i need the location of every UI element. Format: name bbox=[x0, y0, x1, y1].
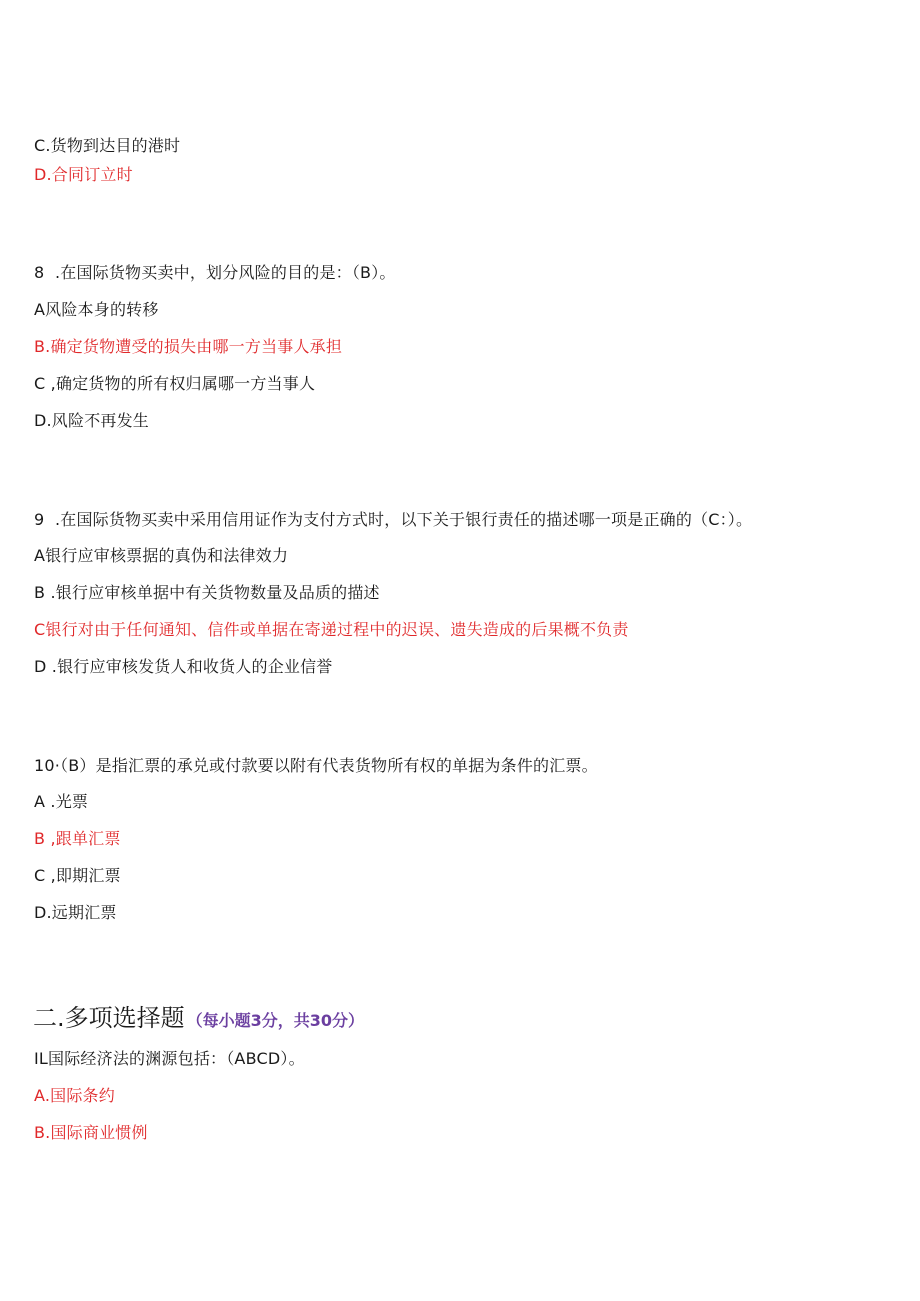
q9-stem: 9 .在国际货物买卖中采用信用证作为支付方式时，以下关于银行责任的描述哪一项是正确的（C：）。 bbox=[34, 510, 753, 529]
q9-option-c-answer: C银行对由于任何通知、信件或单据在寄递过程中的迟误、遗失造成的后果概不负责 bbox=[34, 620, 629, 639]
q10-option-a: A .光票 bbox=[34, 792, 89, 811]
q10-stem: 10·（B）是指汇票的承兑或付款要以附有代表货物所有权的单据为条件的汇票。 bbox=[34, 756, 598, 775]
q10-option-c: C ,即期汇票 bbox=[34, 866, 121, 885]
q11-stem: IL国际经济法的渊源包括：（ABCD）。 bbox=[34, 1049, 305, 1068]
q7-option-d-answer: D.合同订立时 bbox=[34, 165, 133, 184]
q9-option-a: A银行应审核票据的真伪和法律效力 bbox=[34, 546, 289, 565]
q9-option-d: D .银行应审核发货人和收货人的企业信誉 bbox=[34, 657, 333, 676]
section-title: 二.多项选择题 bbox=[33, 1004, 185, 1032]
q11-option-a-answer: A.国际条约 bbox=[34, 1086, 115, 1105]
q9-option-b: B .银行应审核单据中有关货物数量及品质的描述 bbox=[34, 583, 380, 602]
q7-option-c: C.货物到达目的港时 bbox=[34, 136, 181, 155]
q8-stem: 8 .在国际货物买卖中，划分风险的目的是：（B）。 bbox=[34, 263, 396, 282]
q10-option-d: D.远期汇票 bbox=[34, 903, 117, 922]
q8-option-c: C ,确定货物的所有权归属哪一方当事人 bbox=[34, 374, 316, 393]
section-heading bbox=[33, 1003, 364, 1033]
q8-option-a: A风险本身的转移 bbox=[34, 300, 159, 319]
section-score-note: （每小题3分，共30分） bbox=[186, 1011, 365, 1030]
q8-option-d: D.风险不再发生 bbox=[34, 411, 150, 430]
q11-option-b-answer: B.国际商业惯例 bbox=[34, 1123, 148, 1142]
q8-option-b-answer: B.确定货物遭受的损失由哪一方当事人承担 bbox=[34, 337, 343, 356]
q10-option-b-answer: B ,跟单汇票 bbox=[34, 829, 121, 848]
